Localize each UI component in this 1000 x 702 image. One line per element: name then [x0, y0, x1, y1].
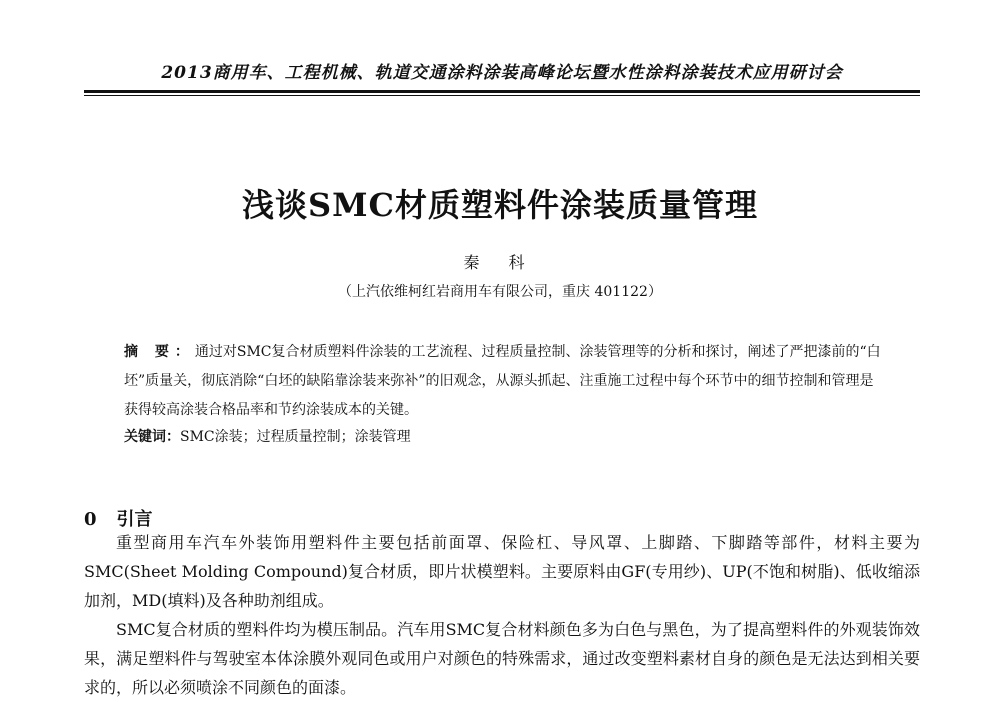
section-number: 0: [84, 509, 97, 530]
paragraph: 重型商用车汽车外装饰用塑料件主要包括前面罩、保险杠、导风罩、上脚踏、下脚踏等部件，材料主要为SMC(Sheet Molding Compound)复合材质，即片状模塑料。主要原料由GF(专用纱)、UP(不饱和树脂)、低收缩添加剂，MD(填料)及各种助剂组成。: [84, 533, 920, 610]
header-rule-thin: [84, 95, 920, 96]
paper-title: 浅谈SMC材质塑料件涂装质量管理: [241, 186, 758, 224]
keywords-label: 关键词：: [124, 429, 180, 445]
keywords-text: SMC涂装；过程质量控制；涂装管理: [180, 429, 411, 445]
abstract-text: 通过对SMC复合材质塑料件涂装的工艺流程、过程质量控制、涂装管理等的分析和探讨，阐述了严把漆前的“白坯”质量关，彻底消除“白坯的缺陷靠涂装来弥补”的旧观念，从源头抓起、注重施工过程中每个环节中的细节控制和管理是获得较高涂装合格品率和节约涂装成本的关键。: [124, 344, 881, 418]
author: 秦 科: [463, 253, 537, 272]
paragraph: SMC复合材质的塑料件均为模压制品。汽车用SMC复合材料颜色多为白色与黑色，为了提高塑料件的外观装饰效果，满足塑料件与驾驶室本体涂膜外观同色或用户对颜色的特殊需求，通过改变塑料素材自身的颜色是无法达到相关要求的，所以必须喷涂不同颜色的面漆。: [84, 620, 920, 697]
abstract-label: 摘 要：: [124, 344, 195, 360]
conference-header: 2013商用车、工程机械、轨道交通涂料涂装高峰论坛暨水性涂料涂装技术应用研讨会: [161, 63, 843, 83]
affiliation: （上汽依维柯红岩商用车有限公司，重庆 401122）: [338, 284, 662, 300]
header-rule-thick: [84, 90, 920, 93]
section-title: 引言: [116, 509, 153, 530]
keywords: [124, 426, 884, 446]
body-text: [84, 528, 920, 702]
abstract: [124, 338, 884, 425]
